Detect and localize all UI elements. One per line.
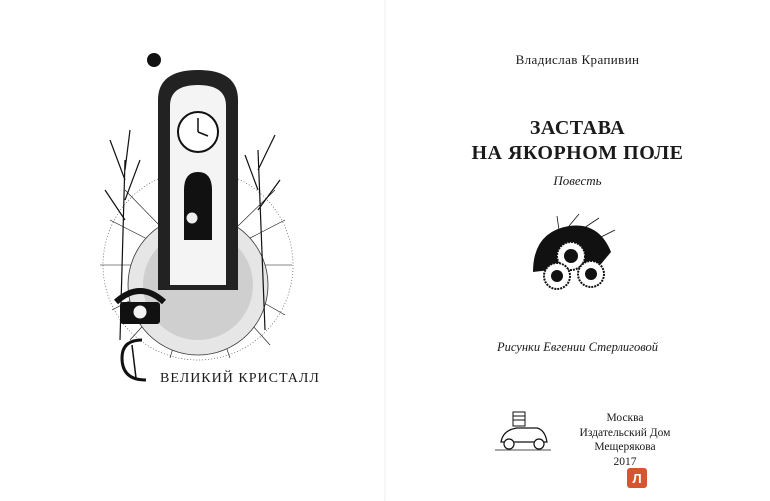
publisher-name-line-2: Мещерякова bbox=[594, 441, 656, 453]
hedgehog-vignette bbox=[529, 212, 621, 296]
right-page bbox=[385, 0, 770, 501]
author-name: Владислав Крапивин bbox=[515, 52, 640, 67]
genre-label: Повесть bbox=[553, 173, 602, 188]
frontispiece-illustration bbox=[80, 40, 300, 400]
publisher-name-line-1: Издательский Дом bbox=[579, 426, 671, 439]
publisher-imprint bbox=[560, 411, 690, 469]
book-title bbox=[385, 116, 770, 166]
series-title: ВЕЛИКИЙ КРИСТАЛЛ bbox=[160, 371, 320, 386]
title-line-2: НА ЯКОРНОМ ПОЛЕ bbox=[471, 142, 684, 164]
publisher-logo bbox=[493, 408, 553, 454]
publisher-city: Москва bbox=[606, 412, 644, 424]
illustrator-credit: Рисунки Евгении Стерлиговой bbox=[496, 340, 659, 354]
title-line-1: ЗАСТАВА bbox=[529, 117, 626, 139]
publication-year: 2017 bbox=[613, 455, 637, 468]
watermark-logo-icon: Л bbox=[627, 468, 647, 488]
